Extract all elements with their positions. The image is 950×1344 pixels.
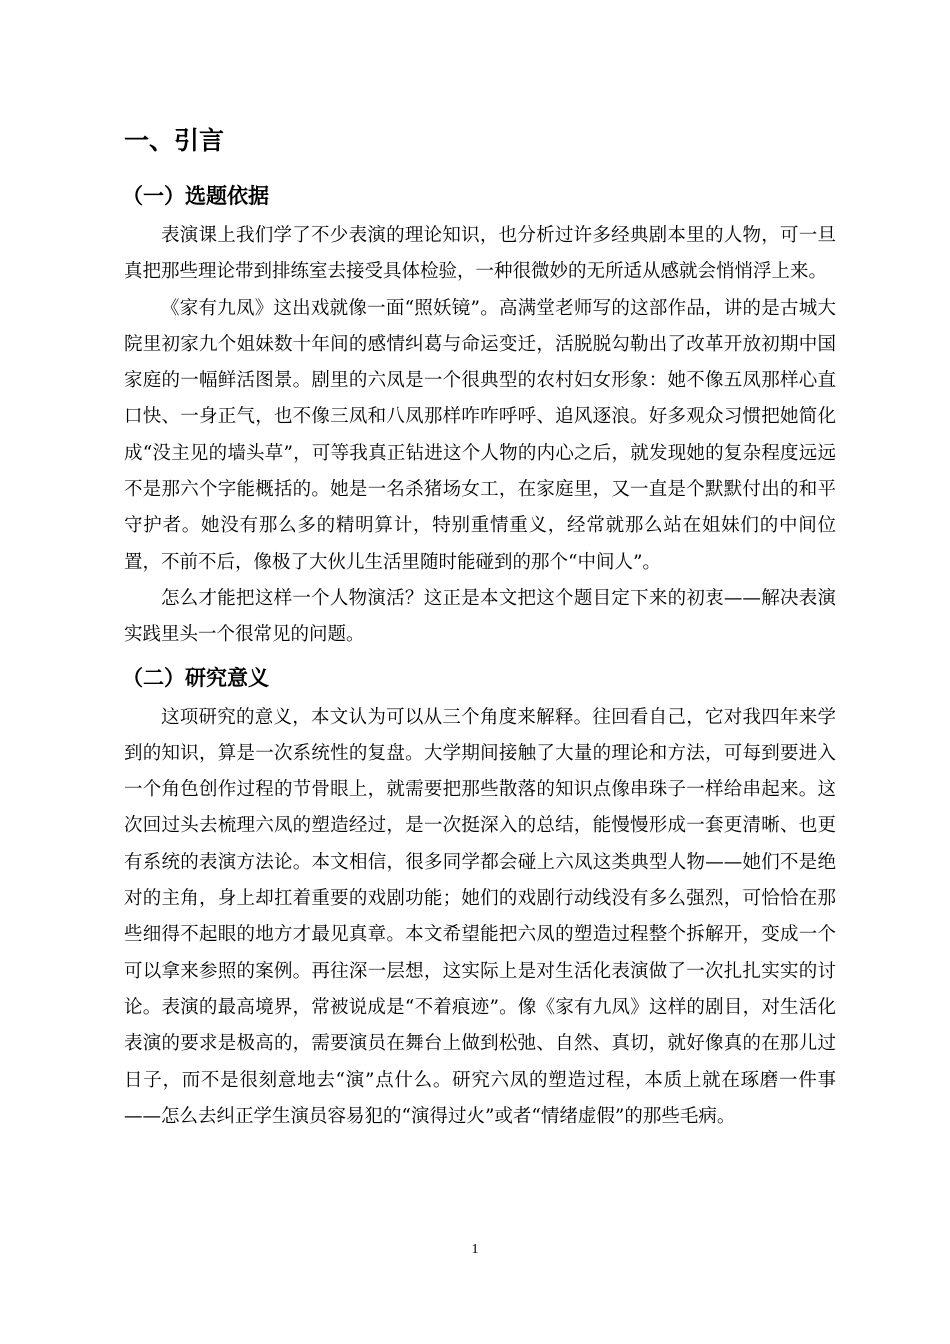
page-number: 1 (471, 1242, 479, 1257)
section-title-topic-basis: （一）选题依据 (122, 184, 269, 208)
paragraph: 这项研究的意义，本文认为可以从三个角度来解释。往回看自己，它对我四年来学到的知识，算是一次系统性的复盘。大学期间接触了大量的理论和方法，可每到要进入一个角色创作过程的节骨眼上，就需要把那些散落的知识点像串珠子一样给串起来。这次回过头去梳理六凤的塑造经过，是一次挺深入的总结，能慢慢形成一套更清晰、也更有系统的表演方法论。本文相信，很多同学都会碰上六凤这类典型人物——她们不是绝对的主角，身上却扛着重要的戏剧功能；她们的戏剧行动线没有多么强烈，可恰恰在那些细得不起眼的地方才最见真章。本文希望能把六凤的塑造过程整个拆解开，变成一个可以拿来参照的案例。再往深一层想，这实际上是对生活化表演做了一次扎扎实实的讨论。表演的最高境界，常被说成是“不着痕迹”。像《家有九凤》这样的剧目，对生活化表演的要求是极高的，需要演员在舞台上做到松弛、自然、真切，就好像真的在那儿过日子，而不是很刻意地去“演”点什么。研究六凤的塑造过程，本质上就在琢磨一件事——怎么去纠正学生演员容易犯的“演得过火”或者“情绪虚假”的那些毛病。 (124, 706, 836, 1127)
paragraph: 表演课上我们学了不少表演的理论知识，也分析过许多经典剧本里的人物，可一旦真把那些理论带到排练室去接受具体检验，一种很微妙的无所适从感就会悄悄浮上来。 (124, 225, 836, 283)
page-content (124, 118, 836, 1135)
chapter-title: 一、引言 (124, 126, 225, 155)
paragraph: 怎么才能把这样一个人物演活？这正是本文把这个题目定下来的初衷——解决表演实践里头一个很常见的问题。 (124, 587, 836, 646)
paragraph: 《家有九凤》这出戏就像一面“照妖镜”。高满堂老师写的这部作品，讲的是古城大院里初家九个姐妹数十年间的感情纠葛与命运变迁，活脱脱勾勒出了改革开放初期中国家庭的一幅鲜活图景。剧里的六凤是一个很典型的农村妇女形象：她不像五凤那样心直口快、一身正气，也不像三凤和八凤那样咋咋呼呼、追风逐浪。好多观众习惯把她简化成“没主见的墙头草”，可等我真正钻进这个人物的内心之后，就发现她的复杂程度远远不是那六个字能概括的。她是一名杀猪场女工，在家庭里，又一直是个默默付出的和平守护者。她没有那么多的精明算计，特别重情重义，经常就那么站在姐妹们的中间位置，不前不后，像极了大伙儿生活里随时能碰到的那个“中间人”。 (124, 297, 836, 573)
section-title-research-significance: （二）研究意义 (122, 665, 269, 690)
